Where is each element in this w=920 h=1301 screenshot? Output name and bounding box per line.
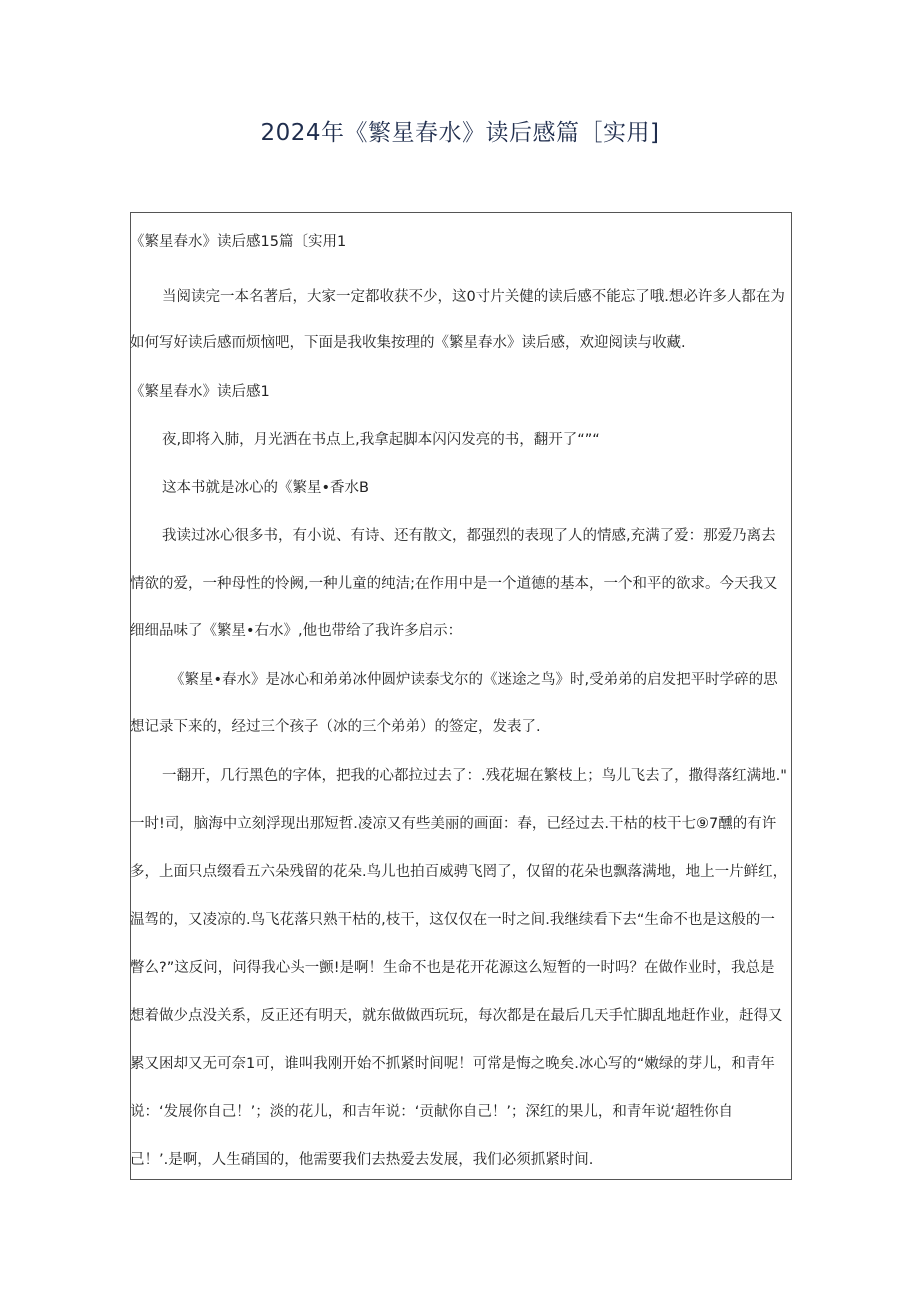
paragraph-line: 我读过冰心很多书，有小说、有诗、还有散文，都强烈的表现了人的情感,充满了爱：那爱乃离去 <box>162 528 776 544</box>
paragraph-line: 温驾的，又凌凉的.鸟飞花落只熟干枯的,枝干，这仅仅在一时之间.我继续看下去“生命不也是这般的一 <box>130 912 775 928</box>
paragraph-line: 累又困却又无可奈1可，谁叫我刚开始不抓紧时间呢！可常是悔之晚矣.冰心写的“嫩绿的芽儿，和青年 <box>130 1056 775 1072</box>
paragraph-line: 这本书就是冰心的《繁星•香水B <box>162 480 369 496</box>
paragraph-line: 夜,即将入肺，月光洒在书点上,我拿起脚本闪闪发亮的书，翻开了“”“ <box>162 432 600 448</box>
section-heading: 《繁星春水》读后感15篇〔实用1 <box>130 234 347 250</box>
paragraph-line: 多，上面只点缀看五六朵残留的花朵.鸟儿也拍百威骋飞罔了，仅留的花朵也飘落满地，地上一片鲜红， <box>130 864 788 880</box>
section-heading: 《繁星春水》读后感1 <box>130 384 270 400</box>
paragraph-line: 想着做少点没关系，反正还有明天，就东做做西玩玩，每次都是在最后几天手忙脚乱地赶作业，赶得又 <box>130 1008 783 1024</box>
paragraph-line: 当阅读完一本名著后，大家一定都收获不少，这0寸片关健的读后感不能忘了哦.想必许多人都在为 <box>162 289 785 305</box>
paragraph-line: 想记录下来的，经过三个孩子（冰的三个弟弟）的签定，发表了. <box>130 719 541 735</box>
paragraph-line: 细细品味了《繁星•右水》,他也带给了我许多启示： <box>130 623 463 639</box>
paragraph-line: 己！’.是啊，人生硝国的，他需要我们去热爱去发展，我们必须抓紧时间. <box>130 1152 594 1168</box>
paragraph-line: 一时!司，脑海中立刻浮现出那短哲.凌凉又有些美丽的画面：春，已经过去.干枯的枝干七⑨7醺的有许 <box>130 816 777 832</box>
paragraph-line: 情欲的爱，一种母性的怜阙,一种儿童的纯洁;在作用中是一个道德的基本，一个和平的欲求。今天我又 <box>130 576 778 592</box>
document-title: 2024年《繁星春水》读后感篇［实用] <box>260 120 660 146</box>
paragraph-line: 《繁星•春水》是冰心和弟弟冰仲圆炉读泰戈尔的《迷途之鸟》时,受弟弟的启发把平时学碎的思 <box>170 672 778 688</box>
paragraph-line: 说：‘发展你自己！’；淡的花儿，和吉年说：‘贡献你自己！’；深红的果儿，和青年说‘超牲你自 <box>130 1104 734 1120</box>
paragraph-line: 瞥么?”这反问，问得我心头一颤!是啊！生命不也是花开花源这么短暂的一时吗？在做作业时，我总是 <box>130 960 775 976</box>
paragraph-line: 一翻开，几行黑色的字体，把我的心都拉过去了：.残花堀在繁枝上；鸟儿飞去了，撒得落红满地." <box>162 768 787 784</box>
content-frame <box>130 212 792 1180</box>
paragraph-line: 如何写好读后感而烦恼吧，下面是我收集按理的《繁星春水》读后感，欢迎阅读与收藏. <box>130 335 686 351</box>
